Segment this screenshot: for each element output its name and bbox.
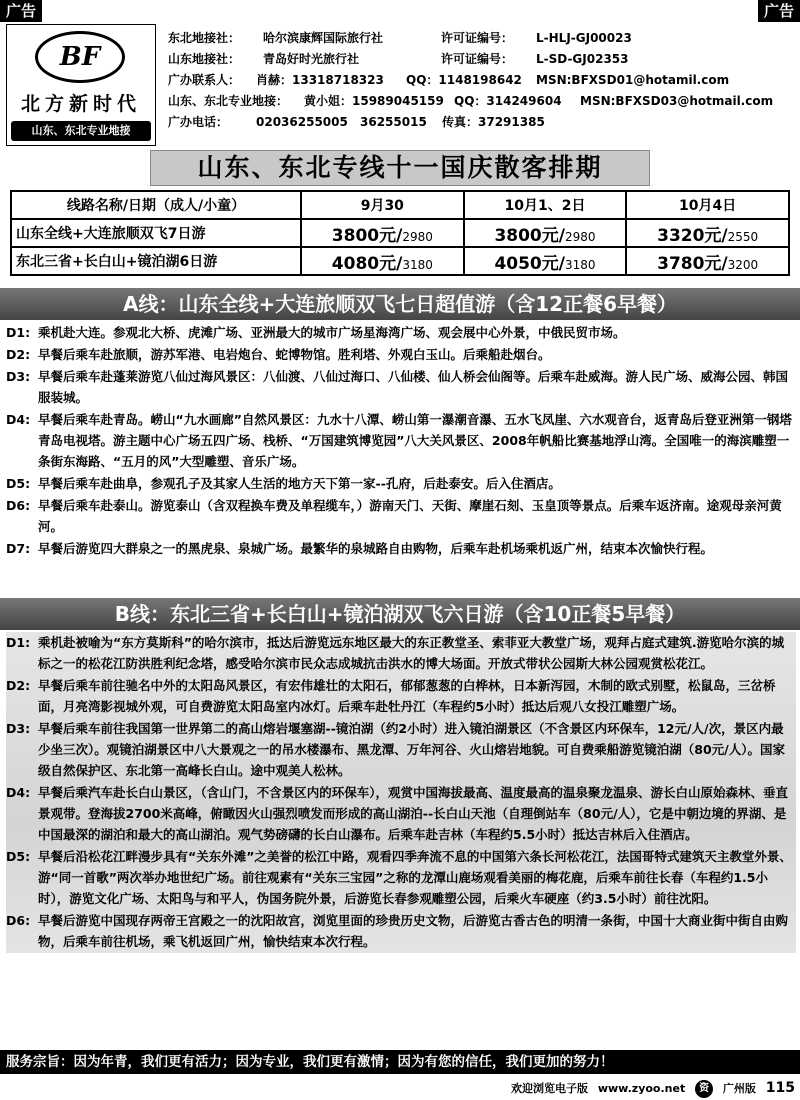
day-text: 早餐后乘车前往驰名中外的太阳岛风景区，有宏伟雄壮的太阳石，郁郁葱葱的白桦林，日本新泻园，木制的欧式别墅，松鼠岛，三岔桥面，月亮湾影视城外观，可自费游览太阳岛室内冰灯。后乘车赴牡丹江（车程约5小时）抵达后观八女投江雕塑广场。 xyxy=(38,678,776,714)
adult-price: 4050元/ xyxy=(494,253,565,274)
price-table xyxy=(10,190,790,276)
day-label: D4: xyxy=(6,412,31,427)
day-text: 早餐后乘车赴蓬莱游览八仙过海风景区：八仙渡、八仙过海口、八仙楼、仙人桥会仙阁等。后乘车赴威海。游人民广场、威海公园、韩国服装城。 xyxy=(38,369,789,405)
contact-value: 传真：37291385 xyxy=(442,115,545,129)
contact-label: 广办电话： xyxy=(168,115,229,129)
table-header-row xyxy=(11,191,789,219)
day-text: 早餐后乘车赴旅顺，游苏军港、电岩炮台、蛇博物馆。胜利塔、外观白玉山。后乘船赴烟台。 xyxy=(38,347,551,362)
adult-price: 4080元/ xyxy=(331,253,403,274)
day-label: D7: xyxy=(6,541,31,556)
contact-info xyxy=(168,28,798,133)
footer-welcome: 欢迎浏览电子版 xyxy=(511,1082,588,1095)
itinerary-day xyxy=(6,322,796,343)
day-text: 早餐后游览中国现存两帝王宫殿之一的沈阳故宫，浏览里面的珍贵历史文物，后游览古香古色的明清一条街，中国十大商业街中街自由购物，后乘车前往机场，乘飞机返回广州，愉快结束本次行程。 xyxy=(38,913,789,949)
child-price: 2980 xyxy=(564,229,596,244)
itinerary-day xyxy=(6,495,796,537)
contact-value: 哈尔滨康辉国际旅行社 xyxy=(263,31,384,45)
day-label: D3: xyxy=(6,721,31,736)
contact-value: 青岛好时光旅行社 xyxy=(263,52,360,66)
logo-band: 山东、东北专业地接 xyxy=(11,121,151,141)
day-label: D1: xyxy=(6,325,31,340)
ad-label-right: 广告 xyxy=(758,0,800,22)
contact-label: 许可证编号： xyxy=(441,52,514,66)
contact-label: 广办联系人： xyxy=(168,73,241,87)
child-price: 3180 xyxy=(402,257,433,272)
itinerary-day xyxy=(6,846,796,909)
itinerary-day xyxy=(6,366,796,408)
day-label: D5: xyxy=(6,849,31,864)
contact-value: L-SD-GJ02353 xyxy=(536,52,629,66)
contact-label: 山东地接社： xyxy=(168,52,241,66)
table-header: 9月30 xyxy=(301,191,464,219)
child-price: 2550 xyxy=(727,229,759,244)
day-label: D3: xyxy=(6,369,31,384)
child-price: 2980 xyxy=(402,229,433,244)
table-row xyxy=(11,247,789,275)
itinerary-day xyxy=(6,782,796,845)
contact-row xyxy=(168,70,798,91)
child-price: 3200 xyxy=(727,257,759,272)
price-cell xyxy=(301,219,464,247)
line-b-itinerary xyxy=(6,632,796,953)
day-text: 早餐后乘车前往我国第一世界第二的高山熔岩堰塞湖--镜泊湖（约2小时）进入镜泊湖景区（不含景区内环保车，12元/人/次，景区内最少坐三次）。观镜泊湖景区中八大景观之一的吊水楼瀑布、黑龙潭、万年河谷、火山熔岩地貌。可自费乘船游览镜泊湖（80元/人）。国家级自然保护区、东北第一高峰长白山。途中观美人松林。 xyxy=(38,721,785,778)
day-label: D5: xyxy=(6,476,31,491)
route-name: 山东全线+大连旅顺双飞7日游 xyxy=(11,219,301,247)
ad-label-left: 广告 xyxy=(0,0,42,22)
itinerary-day xyxy=(6,632,796,674)
header xyxy=(0,24,800,150)
day-label: D6: xyxy=(6,498,31,513)
footer-site-link[interactable]: www.zyoo.net xyxy=(597,1082,686,1095)
price-cell xyxy=(626,247,789,275)
itinerary-day xyxy=(6,718,796,781)
footer-edition: 广州版 xyxy=(722,1082,756,1095)
day-text: 早餐后乘汽车赴长白山景区，（含山门，不含景区内的环保车），观赏中国海拔最高、温度最高的温泉聚龙温泉、游长白山原始森林、垂直景观带。登海拔2700米高峰，俯瞰因火山强烈喷发而形成的高山湖泊--长白山天池（自理倒站车（80元/人），它是中朝边境的界湖、是中国最深的湖泊和最大的高山湖泊。观气势磅礴的长白山瀑布。后乘车赴吉林（车程约5.5小时）抵达吉林后入住酒店。 xyxy=(38,785,789,842)
adult-price: 3800元/ xyxy=(331,225,403,246)
itinerary-day xyxy=(6,344,796,365)
price-cell xyxy=(464,247,627,275)
adult-price: 3320元/ xyxy=(657,225,728,246)
day-label: D6: xyxy=(6,913,31,928)
table-row xyxy=(11,219,789,247)
contact-label: 山东、东北专业地接： xyxy=(168,94,289,108)
child-price: 3180 xyxy=(564,257,596,272)
contact-value: 02036255005 xyxy=(256,115,348,129)
price-cell xyxy=(464,219,627,247)
contact-row xyxy=(168,49,798,70)
table-header: 10月4日 xyxy=(626,191,789,219)
day-label: D1: xyxy=(6,635,31,650)
magazine-icon: 资 xyxy=(695,1080,713,1098)
day-text: 早餐后乘车赴泰山。游览泰山（含双程换车费及单程缆车，）游南天门、天街、摩崖石刻、玉皇顶等景点。后乘车返济南。途观母亲河黄河。 xyxy=(38,498,782,534)
day-text: 乘机赴被喻为“东方莫斯科”的哈尔滨市，抵达后游览远东地区最大的东正教堂圣、索菲亚大教堂广场，观拜占庭式建筑.游览哈尔滨的城标之一的松花江防洪胜利纪念塔，感受哈尔滨市民众志成城抗击洪水的博大场面。开放式带状公园斯大林公园观赏松花江。 xyxy=(38,635,785,671)
logo xyxy=(6,24,156,146)
service-motto: 服务宗旨：因为年青，我们更有活力；因为专业，我们更有激情；因为有您的信任，我们更加的努力！ xyxy=(0,1050,800,1074)
day-label: D4: xyxy=(6,785,31,800)
contact-row xyxy=(168,28,798,49)
contact-value: QQ：314249604 xyxy=(454,94,562,108)
day-label: D2: xyxy=(6,678,31,693)
table-header: 10月1、2日 xyxy=(464,191,627,219)
contact-value: 36255015 xyxy=(360,115,427,129)
logo-name: 北方新时代 xyxy=(20,93,141,115)
day-text: 早餐后乘车赴曲阜，参观孔子及其家人生活的地方天下第一家--孔府，后赴泰安。后入住酒店。 xyxy=(38,476,561,491)
logo-emblem: BF xyxy=(35,31,125,83)
price-cell xyxy=(301,247,464,275)
contact-label: 东北地接社： xyxy=(168,31,241,45)
adult-price: 3800元/ xyxy=(494,225,565,246)
contact-value: L-HLJ-GJ00023 xyxy=(536,31,632,45)
day-label: D2: xyxy=(6,347,31,362)
contact-value: 黄小姐：15989045159 xyxy=(304,94,444,108)
line-b-title: B线：东北三省+长白山+镜泊湖双飞六日游（含10正餐5早餐） xyxy=(0,598,800,630)
contact-value: QQ：1148198642 xyxy=(406,73,522,87)
contact-row xyxy=(168,91,798,112)
page-number: 115 xyxy=(765,1080,795,1096)
day-text: 早餐后游览四大群泉之一的黑虎泉、泉城广场。最繁华的泉城路自由购物，后乘车赴机场乘机返广州，结束本次愉快行程。 xyxy=(38,541,714,556)
day-text: 早餐后乘车赴青岛。崂山“九水画廊”自然风景区：九水十八潭、崂山第一瀑潮音瀑、五水飞凤崖、六水观音台，返青岛后登亚洲第一钢塔青岛电视塔。游主题中心广场五四广场、栈桥、“万国建筑博览园”八大关风景区、2008年帆船比赛基地浮山湾。全国唯一的海滨雕塑一条街东海路、“五月的风”大型雕塑、音乐广场。 xyxy=(38,412,792,469)
line-a-itinerary xyxy=(6,322,796,560)
itinerary-day xyxy=(6,473,796,494)
page-title: 山东、东北专线十一国庆散客排期 xyxy=(150,150,650,186)
itinerary-day xyxy=(6,409,796,472)
itinerary-day xyxy=(6,538,796,559)
line-a-title: A线：山东全线+大连旅顺双飞七日超值游（含12正餐6早餐） xyxy=(0,288,800,320)
day-text: 早餐后沿松花江畔漫步具有“关东外滩”之美誉的松江中路，观看四季奔流不息的中国第六条长河松花江，法国哥特式建筑天主教堂外景、游“同一首歌”两次举办地世纪广场。前往观素有“关东三宝园”之称的龙潭山鹿场观看美丽的梅花鹿，后乘车前往长春（车程约1.5小时），游览文化广场、太阳鸟与和平人，伪国务院外景，后游览长春参观雕塑公园，后乘火车硬座（约3.5小时）前往沈阳。 xyxy=(38,849,792,906)
adult-price: 3780元/ xyxy=(657,253,728,274)
table-header: 线路名称/日期（成人/小童） xyxy=(11,191,301,219)
contact-value: 肖赫：13318718323 xyxy=(256,73,384,87)
contact-value: MSN:BFXSD03@hotmail.com xyxy=(580,94,774,108)
contact-row xyxy=(168,112,798,133)
contact-value: MSN:BFXSD01@hotamil.com xyxy=(536,73,730,87)
itinerary-day xyxy=(6,675,796,717)
route-name: 东北三省+长白山+镜泊湖6日游 xyxy=(11,247,301,275)
contact-label: 许可证编号： xyxy=(441,31,514,45)
itinerary-day xyxy=(6,910,796,952)
day-text: 乘机赴大连。参观北大桥、虎滩广场、亚洲最大的城市广场星海湾广场、观会展中心外景，中俄民贸市场。 xyxy=(38,325,626,340)
footer xyxy=(400,1078,795,1098)
price-cell xyxy=(626,219,789,247)
